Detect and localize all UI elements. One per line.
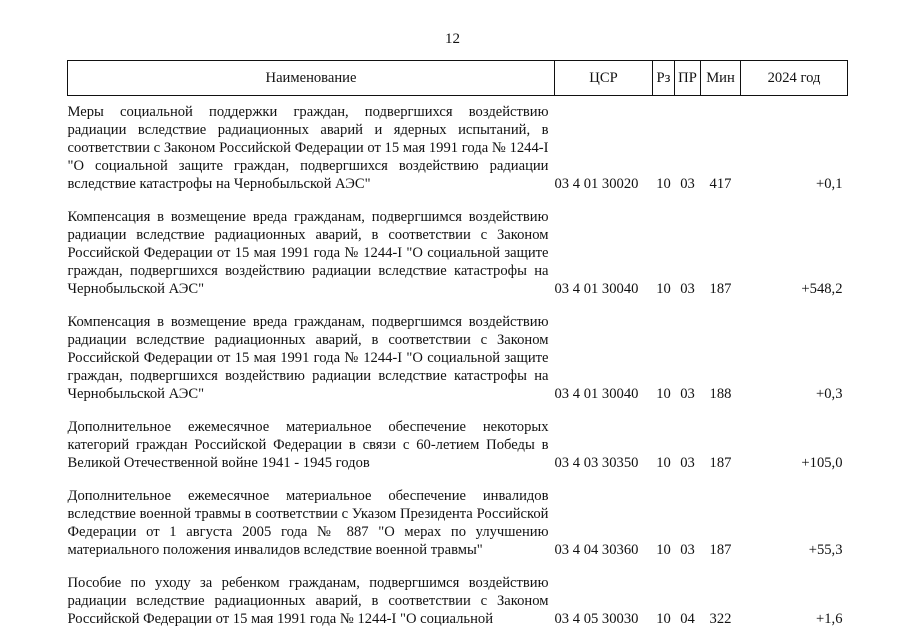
table-row [68, 96, 848, 202]
row-rz: 10 [656, 455, 671, 471]
row-csr: 03 4 01 30040 [554, 281, 639, 297]
row-csr: 03 4 03 30350 [554, 455, 639, 471]
row-amount: +105,0 [801, 455, 843, 471]
row-name: Компенсация в возмещение вреда гражданам, подвергшимся воздействию радиации вследствие радиационных аварий, в соответствии с Законом Российской Федерации от 15 мая 1991 года № 1244-I "О социальной защите граждан, подвергшихся воздействию радиации вследствие катастрофы на Чернобыльской АЭС" [67, 314, 549, 402]
row-min: 187 [709, 542, 732, 558]
row-name: Пособие по уходу за ребенком гражданам, подвергшимся воздействию радиации вследствие радиационных аварий, в соответствии с Законом Российской Федерации от 15 мая 1991 года № 1244-I "О социальной [67, 575, 549, 627]
row-amount: +0,1 [816, 176, 843, 192]
row-rz: 10 [656, 542, 671, 558]
row-name: Меры социальной поддержки граждан, подвергшихся воздействию радиации вследствие радиационных аварий и ядерных испытаний, в соответствии с Законом Российской Федерации от 15 мая 1991 года № 1244-I "О социальной защите граждан, подвергшихся воздействию радиации вследствие катастрофы на Чернобыльской АЭС" [67, 104, 549, 192]
row-pr: 03 [680, 176, 695, 192]
table-row [68, 567, 848, 636]
row-min: 187 [709, 455, 732, 471]
table-row [68, 411, 848, 480]
row-pr: 03 [680, 386, 695, 402]
header-min: Мин [701, 61, 741, 96]
row-rz: 10 [656, 611, 671, 627]
row-name: Компенсация в возмещение вреда гражданам, подвергшимся воздействию радиации вследствие радиационных аварий, в соответствии с Законом Российской Федерации от 15 мая 1991 года № 1244-I "О социальной защите граждан, подвергшихся воздействию радиации вследствие катастрофы на Чернобыльской АЭС" [67, 209, 549, 297]
header-year: 2024 год [741, 61, 848, 96]
table-header-row [68, 61, 848, 96]
row-min: 322 [709, 611, 732, 627]
page-number: 12 [445, 31, 460, 47]
row-amount: +1,6 [816, 611, 843, 627]
row-pr: 03 [680, 542, 695, 558]
row-name: Дополнительное ежемесячное материальное обеспечение некоторых категорий граждан Российской Федерации в связи с 60-летием Победы в Великой Отечественной войне 1941 - 1945 годов [67, 419, 549, 471]
header-csr: ЦСР [555, 61, 653, 96]
row-min: 187 [709, 281, 732, 297]
row-csr: 03 4 05 30030 [554, 611, 639, 627]
header-pr: ПР [675, 61, 701, 96]
row-name: Дополнительное ежемесячное материальное обеспечение инвалидов вследствие военной травмы в соответствии с Указом Президента Российской Федерации от 1 августа 2005 года № 887 "О мерах по улучшению материального положения инвалидов вследствие военной травмы" [67, 488, 549, 558]
row-pr: 04 [680, 611, 695, 627]
row-csr: 03 4 01 30020 [554, 176, 639, 192]
row-min: 188 [709, 386, 732, 402]
table-row [68, 306, 848, 411]
row-rz: 10 [656, 281, 671, 297]
row-rz: 10 [656, 176, 671, 192]
table-row [68, 480, 848, 567]
row-rz: 10 [656, 386, 671, 402]
header-rz: Рз [653, 61, 675, 96]
row-min: 417 [709, 176, 732, 192]
row-amount: +55,3 [808, 542, 843, 558]
row-amount: +548,2 [801, 281, 843, 297]
row-csr: 03 4 01 30040 [554, 386, 639, 402]
table-row [68, 201, 848, 306]
row-pr: 03 [680, 281, 695, 297]
budget-table [67, 60, 848, 636]
row-amount: +0,3 [816, 386, 843, 402]
row-pr: 03 [680, 455, 695, 471]
row-csr: 03 4 04 30360 [554, 542, 639, 558]
header-name: Наименование [68, 61, 555, 96]
